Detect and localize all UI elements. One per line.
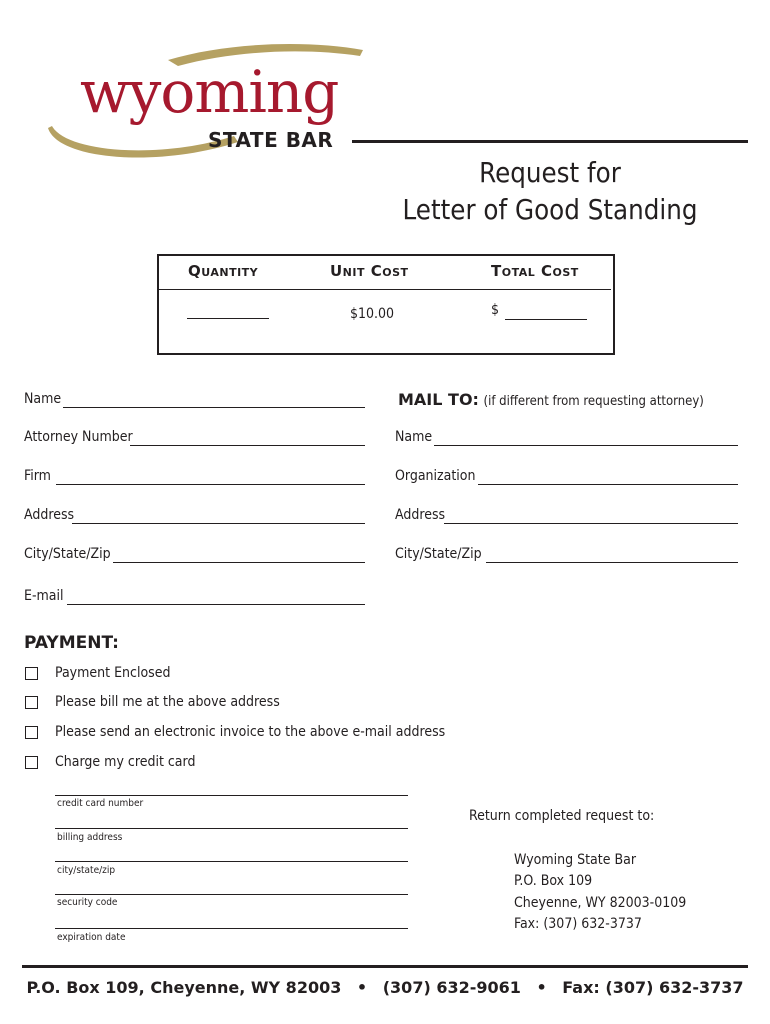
credit-card-label: Charge my credit card	[55, 754, 196, 770]
mail-city-state-zip-input[interactable]	[486, 562, 738, 563]
return-line-box: P.O. Box 109	[514, 873, 593, 889]
address-label: Address	[24, 507, 75, 523]
footer-bullet-1: •	[356, 978, 368, 997]
header-rule	[352, 140, 748, 143]
electronic-invoice-label: Please send an electronic invoice to the above e-mail address	[55, 724, 446, 740]
mail-to-title: MAIL TO:	[398, 390, 479, 409]
security-code-label: security code	[57, 897, 118, 908]
payment-heading: PAYMENT:	[24, 633, 119, 653]
billing-address-label: billing address	[57, 832, 123, 843]
mail-name-input[interactable]	[434, 445, 738, 446]
header-unit-cost: Unit Cost	[330, 262, 409, 280]
credit-card-number-input[interactable]	[55, 795, 408, 796]
quantity-input[interactable]	[187, 318, 269, 319]
firm-input[interactable]	[56, 484, 365, 485]
bill-me-checkbox[interactable]	[25, 696, 38, 709]
bill-me-label: Please bill me at the above address	[55, 694, 280, 710]
footer-address: P.O. Box 109, Cheyenne, WY 82003	[26, 978, 342, 997]
return-line-org: Wyoming State Bar	[514, 852, 636, 868]
attorney-number-input[interactable]	[130, 445, 365, 446]
footer-rule	[22, 965, 748, 968]
mail-address-input[interactable]	[444, 523, 738, 524]
card-city-state-zip-input[interactable]	[55, 861, 408, 862]
city-state-zip-label: City/State/Zip	[24, 546, 111, 562]
total-cost-input[interactable]	[505, 319, 587, 320]
footer-contact	[0, 978, 770, 997]
email-label: E-mail	[24, 588, 64, 604]
card-city-state-zip-label: city/state/zip	[57, 865, 116, 876]
billing-address-input[interactable]	[55, 828, 408, 829]
header-quantity: Quantity	[188, 262, 259, 280]
attorney-number-label: Attorney Number	[24, 429, 133, 445]
unit-cost-value: $10.00	[350, 306, 395, 322]
firm-label: Firm	[24, 468, 51, 484]
return-line-city: Cheyenne, WY 82003-0109	[514, 895, 687, 911]
footer-bullet-2: •	[536, 978, 547, 997]
title-line-1: Request for	[479, 156, 621, 189]
title-line-2: Letter of Good Standing	[402, 193, 698, 226]
organization-input[interactable]	[478, 484, 738, 485]
footer-fax: Fax: (307) 632-3737	[562, 978, 744, 997]
logo-subtitle: STATE BAR	[208, 128, 334, 152]
payment-enclosed-checkbox[interactable]	[25, 667, 38, 680]
credit-card-checkbox[interactable]	[25, 756, 38, 769]
header-total-cost: Total Cost	[491, 262, 579, 280]
cost-table-divider	[159, 289, 611, 290]
footer-phone: (307) 632-9061	[382, 978, 521, 997]
logo-wordmark: wyoming	[80, 58, 339, 126]
name-input[interactable]	[63, 407, 365, 408]
name-label: Name	[24, 391, 62, 407]
expiration-date-input[interactable]	[55, 928, 408, 929]
payment-enclosed-label: Payment Enclosed	[55, 665, 171, 681]
mail-name-label: Name	[395, 429, 433, 445]
return-heading: Return completed request to:	[469, 808, 655, 824]
mail-address-label: Address	[395, 507, 446, 523]
credit-card-number-label: credit card number	[57, 798, 144, 809]
electronic-invoice-checkbox[interactable]	[25, 726, 38, 739]
address-input[interactable]	[72, 523, 365, 524]
mail-city-state-zip-label: City/State/Zip	[395, 546, 482, 562]
mail-to-heading	[398, 390, 704, 409]
organization-label: Organization	[395, 468, 476, 484]
city-state-zip-input[interactable]	[113, 562, 365, 563]
mail-to-note: (if different from requesting attorney)	[483, 394, 704, 409]
security-code-input[interactable]	[55, 894, 408, 895]
total-cost-prefix: $	[491, 302, 500, 318]
expiration-date-label: expiration date	[57, 932, 126, 943]
return-line-fax: Fax: (307) 632-3737	[514, 916, 642, 932]
email-input[interactable]	[67, 604, 365, 605]
